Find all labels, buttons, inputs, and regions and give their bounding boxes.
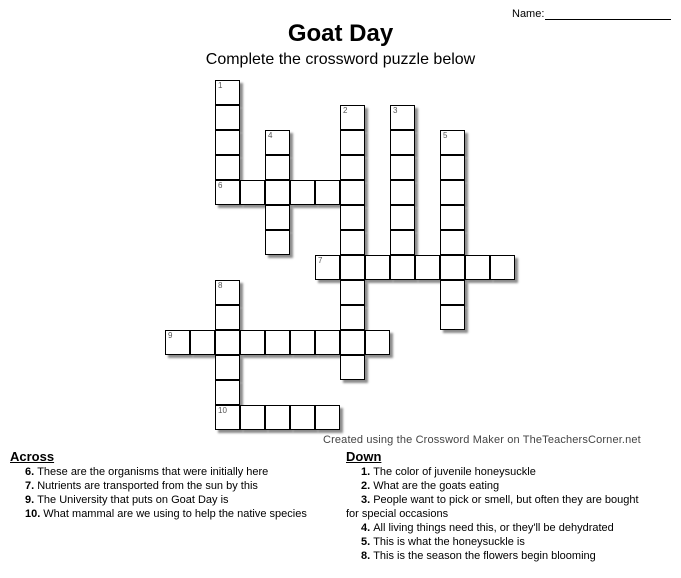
crossword-cell[interactable] [390, 255, 415, 280]
name-field [512, 8, 671, 20]
crossword-cell[interactable] [365, 330, 390, 355]
crossword-cell[interactable] [290, 330, 315, 355]
down-clues [346, 450, 666, 563]
name-label: Name: [512, 8, 545, 20]
crossword-cell[interactable] [340, 155, 365, 180]
crossword-cell[interactable] [440, 305, 465, 330]
crossword-cell[interactable] [165, 330, 190, 355]
crossword-cell[interactable] [440, 130, 465, 155]
crossword-cell[interactable] [265, 230, 290, 255]
crossword-cell[interactable] [440, 280, 465, 305]
crossword-cell[interactable] [215, 130, 240, 155]
across-clue: 7. Nutrients are transported from the sun by this [25, 480, 258, 492]
crossword-cell[interactable] [265, 405, 290, 430]
crossword-cell[interactable] [215, 180, 240, 205]
down-heading: Down [346, 449, 382, 464]
crossword-cell[interactable] [490, 255, 515, 280]
crossword-cell[interactable] [440, 180, 465, 205]
down-clue: 5. This is what the honeysuckle is [361, 536, 525, 548]
crossword-cell[interactable] [215, 405, 240, 430]
crossword-cell[interactable] [215, 105, 240, 130]
down-clue: 4. All living things need this, or they'll be dehydrated [361, 522, 614, 534]
crossword-cell[interactable] [340, 355, 365, 380]
crossword-cell[interactable] [265, 330, 290, 355]
crossword-cell[interactable] [315, 255, 340, 280]
crossword-cell[interactable] [340, 305, 365, 330]
crossword-cell[interactable] [315, 330, 340, 355]
crossword-cell[interactable] [315, 180, 340, 205]
clue-number-label: 2 [343, 106, 348, 115]
crossword-cell[interactable] [390, 205, 415, 230]
clue-number-label: 8 [218, 281, 223, 290]
across-clue: 6. These are the organisms that were initially here [25, 466, 269, 478]
clue-number-label: 5 [443, 131, 448, 140]
crossword-cell[interactable] [340, 230, 365, 255]
crossword-cell[interactable] [290, 405, 315, 430]
puzzle-title: Goat Day [287, 20, 394, 47]
crossword-cell[interactable] [240, 330, 265, 355]
crossword-cell[interactable] [265, 130, 290, 155]
crossword-cell[interactable] [240, 180, 265, 205]
clue-number-label: 9 [168, 331, 173, 340]
down-clue: 1. The color of juvenile honeysuckle [361, 466, 536, 478]
across-heading: Across [10, 449, 55, 464]
crossword-cell[interactable] [440, 205, 465, 230]
crossword-cell[interactable] [340, 255, 365, 280]
crossword-cell[interactable] [315, 405, 340, 430]
crossword-cell[interactable] [365, 255, 390, 280]
credit-text: Created using the Crossword Maker on TheTeachersCorner.net [323, 434, 641, 446]
crossword-cell[interactable] [415, 255, 440, 280]
crossword-cell[interactable] [390, 105, 415, 130]
crossword-cell[interactable] [340, 130, 365, 155]
crossword-cell[interactable] [240, 405, 265, 430]
crossword-cell[interactable] [215, 380, 240, 405]
crossword-cell[interactable] [340, 205, 365, 230]
crossword-cell[interactable] [390, 230, 415, 255]
crossword-cell[interactable] [215, 155, 240, 180]
crossword-cell[interactable] [340, 280, 365, 305]
crossword-cell[interactable] [390, 180, 415, 205]
down-clue: 3. People want to pick or smell, but often they are bought for special occasions [346, 494, 639, 520]
crossword-cell[interactable] [215, 330, 240, 355]
crossword-cell[interactable] [215, 355, 240, 380]
crossword-cell[interactable] [265, 205, 290, 230]
crossword-cell[interactable] [190, 330, 215, 355]
clue-number-label: 3 [393, 106, 398, 115]
crossword-cell[interactable] [215, 80, 240, 105]
crossword-cell[interactable] [215, 280, 240, 305]
clue-number-label: 10 [218, 406, 227, 415]
crossword-cell[interactable] [440, 230, 465, 255]
crossword-cell[interactable] [390, 130, 415, 155]
down-clue: 8. This is the season the flowers begin blooming [361, 550, 596, 562]
crossword-cell[interactable] [340, 105, 365, 130]
crossword-cell[interactable] [340, 330, 365, 355]
crossword-cell[interactable] [465, 255, 490, 280]
across-clues [10, 450, 340, 521]
crossword-cell[interactable] [290, 180, 315, 205]
name-blank-line [545, 8, 671, 20]
crossword-cell[interactable] [440, 255, 465, 280]
clue-number-label: 7 [318, 256, 323, 265]
down-clue: 2. What are the goats eating [361, 480, 500, 492]
crossword-cell[interactable] [440, 155, 465, 180]
crossword-cell[interactable] [215, 305, 240, 330]
clue-number-label: 6 [218, 181, 223, 190]
crossword-cell[interactable] [265, 180, 290, 205]
puzzle-subtitle: Complete the crossword puzzle below [205, 51, 476, 68]
across-clue: 10. What mammal are we using to help the native species [25, 508, 307, 520]
crossword-cell[interactable] [340, 180, 365, 205]
across-clue: 9. The University that puts on Goat Day is [25, 494, 229, 506]
crossword-cell[interactable] [265, 155, 290, 180]
crossword-cell[interactable] [390, 155, 415, 180]
clue-number-label: 4 [268, 131, 273, 140]
clue-number-label: 1 [218, 81, 223, 90]
